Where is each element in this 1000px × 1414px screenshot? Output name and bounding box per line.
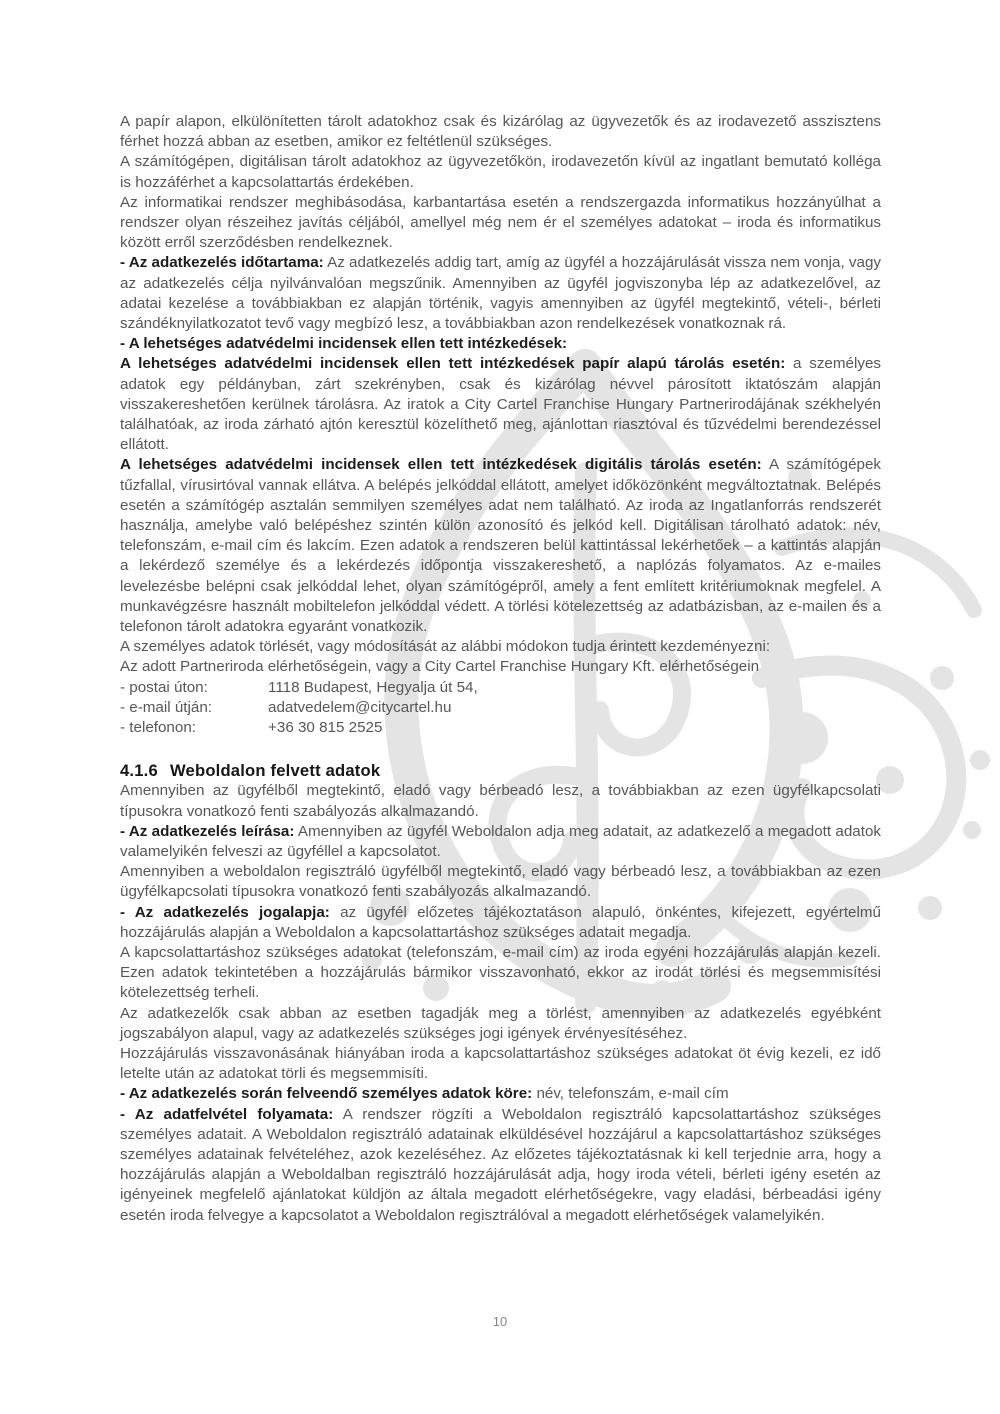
contact-label: - telefonon: <box>120 719 196 737</box>
bold-text-run: A lehetséges adatvédelmi incidensek ellen tett intézkedések papír alapú tárolás esetén: <box>120 355 786 373</box>
bold-text-run: - A lehetséges adatvédelmi incidensek ellen tett intézkedések: <box>120 335 568 353</box>
paragraph <box>120 253 881 334</box>
text-run: Az adatkezelés addig tart, amíg az ügyfél a hozzájárulását vissza nem vonja, vagy az adatkezelés célja nyilvánvalóan megszűnik. Amennyiben az ügyfél jogviszonyba lép az adatkezelővel, az adatai kezelése a továbbiakban ez alapján történik, vagyis amennyiben az ügyfél megtekintő, vételi-, bérleti szándéknyilatkozatot tevő vagy megbízó lesz, a továbbiakban azon rendelkezések vonatkoznak rá. <box>120 254 881 333</box>
paragraph <box>120 1004 881 1044</box>
paragraph <box>120 354 881 455</box>
paragraph <box>120 1044 881 1084</box>
text-run: Az adott Partneriroda elérhetőségein, vagy a City Cartel Franchise Hungary Kft. elérhetőségein <box>120 658 760 676</box>
paragraph <box>120 334 881 354</box>
bold-text-run: - Az adatfelvétel folyamata: <box>120 1105 334 1123</box>
text-run: A személyes adatok törlését, vagy módosítását az alábbi módokon tudja érintett kezdeményezni: <box>120 638 771 656</box>
section-heading <box>120 760 881 781</box>
paragraph <box>120 781 881 821</box>
paragraph <box>120 112 881 152</box>
text-run: Az adatkezelők csak abban az esetben tagadják meg a törlést, amennyiben az adatkezelés egyébként jogszabályon alapul, vagy az adatkezelés szükséges jogi igények érvényesítéséhez. <box>120 1004 881 1042</box>
bold-text-run: - Az adatkezelés jogalapja: <box>120 903 330 921</box>
bold-text-run: - Az adatkezelés időtartama: <box>120 254 324 272</box>
text-run: az ügyfél előzetes tájékoztatáson alapuló, önkéntes, kifejezett, egyértelmű hozzájárulás alapján a Weboldalon a kapcsolattartáshoz szükséges adatait megadja. <box>120 903 881 941</box>
text-run: név, telefonszám, e-mail cím <box>532 1085 729 1103</box>
document-body <box>120 112 881 1226</box>
text-run: A számítógépen, digitálisan tárolt adatokhoz az ügyvezetőkön, irodavezetőn kívül az ingatlant bemutató kolléga is hozzáférhet a kapcsolattartás érdekében. <box>120 153 881 191</box>
contact-row <box>120 718 881 738</box>
paragraph <box>120 822 881 862</box>
paragraph <box>120 1084 881 1104</box>
text-run: A rendszer rögzíti a Weboldalon regisztráló kapcsolattartáshoz szükséges személyes adatait. A Weboldalon regisztráló adatainak elküldésével hozzájárul a kapcsolattartáshoz szükséges személyes adatainak felvételéhez, azok kezeléséhez. Az előzetes tájékoztatásnak ki kell terjednie arra, hogy a hozzájárulás alapján a Weboldalban regisztráló hozzájárulását adja, hogy iroda vételi, bérleti igény esetén az igényeinek megfelelő ajánlatokat küldjön az általa megadott elérhetőségekre, vagy eladási, bérbeadási igény esetén iroda felvegye a kapcsolatot a Weboldalon regisztrálóval a megadott elérhetőségek valamelyikén. <box>120 1105 882 1224</box>
bold-text-run: - Az adatkezelés leírása: <box>120 822 295 840</box>
section-heading-number: 4.1.6 <box>120 761 158 781</box>
paragraph <box>120 943 881 1004</box>
paragraph <box>120 1105 881 1226</box>
text-run: Hozzájárulás visszavonásának hiányában iroda a kapcsolattartáshoz szükséges adatokat öt évig kezeli, ez idő letelte után az adatokat törli és megsemmisíti. <box>120 1044 881 1083</box>
text-run: Amennyiben az ügyfélből megtekintő, eladó vagy bérbeadó lesz, a továbbiakban az ezen ügyfélkapcsolati típusokra vonatkozó fenti szabályozás alkalmazandó. <box>120 782 881 820</box>
text-run: A kapcsolattartáshoz szükséges adatokat (telefonszám, e-mail cím) az iroda egyéni hozzájárulás alapján kezeli. Ezen adatok tekintetében a hozzájárulás bármikor visszavonható, ekkor az irodát törlési és megsemmisítési kötelezettség terheli. <box>120 943 881 1002</box>
text-run: A számítógépek tűzfallal, vírusirtóval vannak ellátva. A belépés jelkóddal ellátott, amelyet időközönként megváltoztatnak. Belépés esetén a számítógép asztalán semmilyen személyes adat nem található. Az iroda az Ingatlanforrás rendszerét használja, amelybe való belépéshez szintén külön azonosító és jelkód kell. Digitálisan tárolható adatok: név, telefonszám, e-mail cím és lakcím. Ezen adatok a rendszeren belül kattintással lekérhetőek – a kattintás alapján a lekérdező személye és a lekérdezés időpontja visszakereshető, a naplózás folyamatos. Az e-mailes levelezésbe belépni csak jelkóddal lehet, olyan számítógépről, amely a fent említett kritériumoknak megfelel. A munkavégzésre használt mobiltelefon jelkóddal védett. A törlési kötelezettség az adatbázisban, az e-mailen és a telefonon tárolt adatokra egyaránt vonatkozik. <box>120 456 882 636</box>
paragraph <box>120 862 881 902</box>
text-run: Amennyiben az ügyfél Weboldalon adja meg adatait, az adatkezelő a megadott adatok valamelyikén felveszi az ügyféllel a kapcsolatot. <box>120 822 881 860</box>
text-run: A papír alapon, elkülönítetten tárolt adatokhoz csak és kizárólag az ügyvezetők és az irodavezető asszisztens férhet hozzá abban az esetben, amikor ez feltétlenül szükséges. <box>120 113 881 151</box>
contact-value: 1118 Budapest, Hegyalja út 54, <box>268 678 478 696</box>
paragraph <box>120 152 881 192</box>
text-run: Az informatikai rendszer meghibásodása, karbantartása esetén a rendszergazda informatikus hozzányúlhat a rendszer olyan részeihez javítás céljából, amellyel még nem ér el személyes adatokat – iroda és informatikus között erről szerződésben rendelkeznek. <box>120 193 881 252</box>
bold-text-run: - Az adatkezelés során felveendő személyes adatok köre: <box>120 1085 533 1103</box>
contact-row <box>120 698 881 718</box>
contact-label: - postai úton: <box>120 678 208 696</box>
contact-value: +36 30 815 2525 <box>268 719 383 737</box>
paragraph <box>120 193 881 254</box>
text-run: Amennyiben a weboldalon regisztráló ügyfélből megtekintő, eladó vagy bérbeadó lesz, a továbbiakban az ezen ügyfélkapcsolati típusokra vonatkozó fenti szabályozás alkalmazandó. <box>120 863 881 901</box>
paragraph <box>120 903 881 943</box>
text-run: a személyes adatok egy példányban, zárt szekrényben, csak és kizárólag névvel párosított iktatószám alapján visszakereshetően kerülnek tárolásra. Az iratok a City Cartel Franchise Hungary Partnerirodájának székhelyén találhatóak, az iroda zárható ajtón keresztül közelíthető meg, ajánlottan riasztóval és tűzvédelmi berendezéssel ellátott. <box>120 355 881 454</box>
paragraph <box>120 657 881 677</box>
section-heading-title: Weboldalon felvett adatok <box>170 761 381 781</box>
page-number: 10 <box>492 1314 508 1329</box>
bold-text-run: A lehetséges adatvédelmi incidensek ellen tett intézkedések digitális tárolás esetén: <box>120 456 762 474</box>
contact-value: adatvedelem@citycartel.hu <box>268 698 452 716</box>
paragraph <box>120 637 881 657</box>
contact-label: - e-mail útján: <box>120 698 213 716</box>
contact-row <box>120 678 881 698</box>
paragraph <box>120 455 881 637</box>
